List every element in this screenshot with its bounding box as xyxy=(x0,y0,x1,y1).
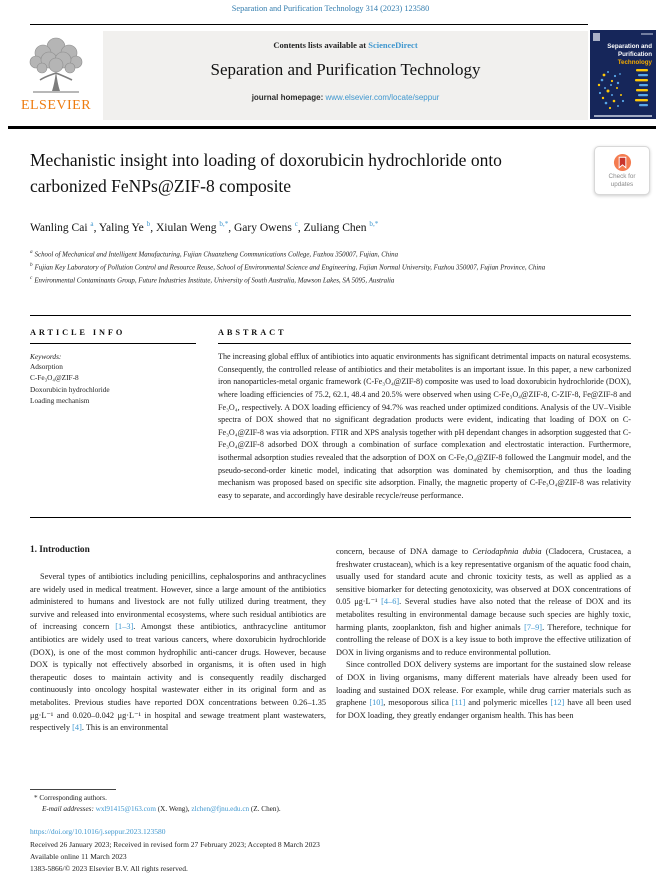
divider-body xyxy=(30,517,631,518)
article-info-rule xyxy=(30,343,196,344)
text-run: Zuliang Chen xyxy=(303,221,370,234)
affiliation-list xyxy=(30,248,592,287)
issn-copyright-line: 1383-5866/© 2023 Elsevier B.V. All rights reserved. xyxy=(30,864,188,873)
contents-line-text: Contents lists available at xyxy=(273,40,369,50)
header-divider-thick xyxy=(8,126,656,129)
article-title: Mechanistic insight into loading of doxorubicin hydrochloride onto carbonized FeNPs@ZIF-8 composite xyxy=(30,150,502,197)
check-for-updates-badge[interactable] xyxy=(594,146,650,195)
author-affiliation-ref[interactable]: c xyxy=(294,220,298,228)
homepage-line xyxy=(103,93,588,102)
affiliation-c-text: Environmental Contaminants Group, Future Industries Institute, University of South Australia, Mawson Lakes, SA 5095, Australia xyxy=(34,277,395,285)
text-run: , xyxy=(228,221,234,234)
author-affiliation-ref[interactable]: a xyxy=(90,220,94,228)
text-run: . Therefore, technique for controlling the release of DOX is a key issue to both improve the effective utilization of DOX in living organisms and to reduce environmental pollution. xyxy=(336,622,632,657)
text-run: Since controlled DOX delivery systems are important for the sustained slow release of DOX in living organisms, many different materials have already been used for loading and sustained DOX release. For example, while drug carrier materials such as graphene xyxy=(336,660,631,708)
corresponding-authors-note: * Corresponding authors. xyxy=(34,794,107,802)
check-for-updates-label xyxy=(609,173,636,188)
article-info-column xyxy=(30,328,196,406)
affiliation-c xyxy=(30,274,592,287)
text-run: E-mail addresses: xyxy=(42,805,96,813)
available-online-line: Available online 11 March 2023 xyxy=(30,852,127,861)
affiliation-a xyxy=(30,248,592,261)
text-run: Gary Owens xyxy=(234,221,295,234)
cover-mini-logo xyxy=(593,33,600,41)
introduction-paragraph-2 xyxy=(336,659,631,722)
affiliation-c-sup: c xyxy=(30,275,33,282)
keyword-doxorubicin: Doxorubicin hydrochloride xyxy=(30,384,110,394)
keyword-adsorption: Adsorption xyxy=(30,362,63,371)
journal-citation-header: Separation and Purification Technology 314 (2023) 123580 xyxy=(231,4,430,13)
inline-link[interactable]: [1–3] xyxy=(115,622,134,632)
introduction-paragraph-1-continued xyxy=(336,546,631,659)
introduction-paragraph-1 xyxy=(30,571,326,735)
inline-link[interactable]: [12] xyxy=(550,698,565,708)
abstract-text: The increasing global efflux of antibiotics into aquatic environments has significant detrimental impacts on natural ecosystems. Consequently, the controlled release of antibiotics and their metabolites is an important issue. In this paper, a new carbonized iron nanoparticles-metal organic framework (C-Fe₃O₄@ZIF-8) composite was used to load doxorubicin hydrochloride (DOX), where loading efficiencies of 75.2, 62.1, 48.4 and 20.5% were observed when using C-Fe₃O₄@ZIF-8, C-ZIF-8, Fe@ZIF-8 and Fe₃O₄, respectively. A DOX loading efficiency of 94.7% was reached under optimized conditions. Analysis of the UV–Visible spectra of DOX showed that no significant degradation products were evident, indicating that loading of DOX on C-Fe₃O₄@ZIF-8 was via adsorption. FTIR and XPS analysis together with pH dependant changes in adsorption suggested that C-Fe₃O₄@ZIF-8 adsorbed DOX through a combination of surface complexation and electrostatic interaction. Furthermore, isothermal adsorption studies revealed that the adsorption of DOX on C-Fe₃O₄@ZIF-8 followed the Langmuir model, and the pseudo-second-order kinetic model, indicating that adsorption was dominated by chemisorption, and thus the loading mechanism was proposed based on specific site adsorption. Finally, the magnetic property of C-Fe₃O₄@ZIF-8 was relativity easy to separate, and accordingly have desirable recycle/reuse performance. xyxy=(218,352,631,500)
keyword-loading-mechanism: Loading mechanism xyxy=(30,395,90,405)
journal-info-block xyxy=(103,31,588,120)
journal-homepage-link[interactable]: www.elsevier.com/locate/seppur xyxy=(325,93,440,102)
check-updates-line2: updates xyxy=(610,180,634,188)
cover-title-line2: Purification xyxy=(617,50,652,58)
text-run: Ceriodaphnia dubia xyxy=(472,547,542,556)
text-run: (Z. Chen). xyxy=(249,805,281,813)
introduction-right-column xyxy=(336,546,631,723)
author-affiliation-ref[interactable]: b xyxy=(146,220,151,228)
inline-link[interactable]: [4] xyxy=(72,723,82,733)
divider-top xyxy=(30,24,588,25)
text-run: , xyxy=(150,221,156,234)
contents-line xyxy=(103,40,588,50)
doi-link[interactable]: https://doi.org/10.1016/j.seppur.2023.123580 xyxy=(30,827,166,836)
abstract-rule xyxy=(218,343,631,344)
keyword-composite: C-Fe₃O₄@ZIF-8 xyxy=(30,373,79,383)
cover-molecule-art xyxy=(590,67,656,113)
text-run: Wanling Cai xyxy=(30,221,91,234)
text-run: Yaling Ye xyxy=(98,221,147,234)
elsevier-tree-icon xyxy=(25,33,87,97)
journal-title: Separation and Purification Technology xyxy=(210,60,481,79)
text-run: and polymeric micelles xyxy=(465,698,551,708)
text-run: concern, because of DNA damage to xyxy=(336,547,473,556)
author-list xyxy=(30,220,600,234)
author-affiliation-ref[interactable]: b,* xyxy=(369,220,379,228)
abstract-column xyxy=(218,328,631,503)
text-run: . This is an environmental xyxy=(81,723,169,733)
inline-link[interactable]: zlchen@fjnu.edu.cn xyxy=(191,805,250,813)
affiliation-b-sup: b xyxy=(30,262,33,269)
homepage-label: journal homepage: xyxy=(251,93,326,102)
inline-link[interactable]: [4–6] xyxy=(381,597,400,607)
cover-title-block xyxy=(607,43,652,66)
received-dates-line: Received 26 January 2023; Received in revised form 27 February 2023; Accepted 8 March 2023 xyxy=(30,840,320,849)
text-run: , xyxy=(297,221,304,234)
journal-cover-thumbnail[interactable] xyxy=(590,30,656,119)
text-run: Several types of antibiotics including penicillins, cephalosporins and anthracyclines are widely used in medical treatment. However, since a large amount of the antibiotics administered to humans and livestock are not fully utilized during treatment, they survive and released into environmental ecosystems, where such residual antibiotics are of increasing concern xyxy=(30,572,326,632)
text-run: Xiulan Weng xyxy=(155,221,220,234)
cover-title-line3: Technology xyxy=(617,58,652,66)
affiliation-a-sup: a xyxy=(30,249,33,255)
cover-footer-strip xyxy=(594,115,652,117)
inline-link[interactable]: wxl91415@163.com xyxy=(95,805,156,813)
sciencedirect-link[interactable]: ScienceDirect xyxy=(368,40,418,50)
check-for-updates-icon xyxy=(613,153,632,172)
text-run: , xyxy=(93,221,99,234)
elsevier-wordmark: ELSEVIER xyxy=(20,98,92,113)
keywords-label: Keywords: xyxy=(30,352,62,361)
inline-link[interactable]: [10] xyxy=(369,698,384,708)
introduction-heading: 1. Introduction xyxy=(30,545,90,555)
inline-link[interactable]: [11] xyxy=(451,698,466,708)
email-addresses-line xyxy=(42,805,281,813)
text-run: . Several studies have also noted that the release of DOX and its metabolites resulting in environmental damage because such species are highly toxic, harming plants, zooplankton, fish and higher animals xyxy=(336,597,631,632)
text-run: , mesoporous silica xyxy=(383,698,452,708)
elsevier-logo[interactable] xyxy=(10,33,102,119)
text-run: . Amongst these antibiotics, anthracycline antitumor antibiotics are widely used to treat various cancers, where doxorubicin hydrochloride (DOX), is one of the most common hydrophilic anti-cancer drugs. However, because DOX is typically not effectively absorbed in organisms, it is often used in high therapeutic doses to maintain activity and is consequently readily discharged continuously into oncology hospital wastewater either in its original form and as metabolites. Previous studies have reported DOX concentrations between 0.26–1.35 μg·L⁻¹ and 0.020–0.042 μg·L⁻¹ in hospital and sewage treatment plant wastewaters, respectively xyxy=(30,622,326,733)
text-run: (X. Weng), xyxy=(155,805,192,813)
inline-link[interactable]: [7–9] xyxy=(524,622,543,632)
check-updates-line1: Check for xyxy=(608,172,636,180)
divider-article-info xyxy=(30,315,631,316)
abstract-heading: ABSTRACT xyxy=(218,328,287,337)
text-run: (Cladocera, Crustacea, a freshwater crustacean), which is a key representative organism of the aquatic food chain, usually used for standard acute and chronic toxicity tests, as well as applied as a sensitive biomarker for detecting genotoxicity, was observed at DOX concentrations of 0.05 μg·L⁻¹ xyxy=(336,547,632,607)
cover-issue-mark xyxy=(641,33,653,35)
footnote-rule xyxy=(30,789,116,790)
affiliation-b xyxy=(30,261,592,274)
introduction-left-column xyxy=(30,545,326,735)
affiliation-b-text: Fujian Key Laboratory of Pollution Control and Resource Reuse, School of Environmental Science and Engineering, Fujian Normal University, Fuzhou 350007, Fujian Province, China xyxy=(34,264,546,272)
text-run: have all been used for DOX loading, they greatly endanger organism health. This has been xyxy=(336,698,632,720)
author-affiliation-ref[interactable]: b,* xyxy=(219,220,229,228)
affiliation-a-text: School of Mechanical and Intelligent Manufacturing, Fujian Chuanzheng Communications College, Fuzhou 350007, Fujian, China xyxy=(34,251,399,259)
cover-title-line1: Separation and xyxy=(607,43,652,50)
article-info-heading: ARTICLE INFO xyxy=(30,328,126,337)
